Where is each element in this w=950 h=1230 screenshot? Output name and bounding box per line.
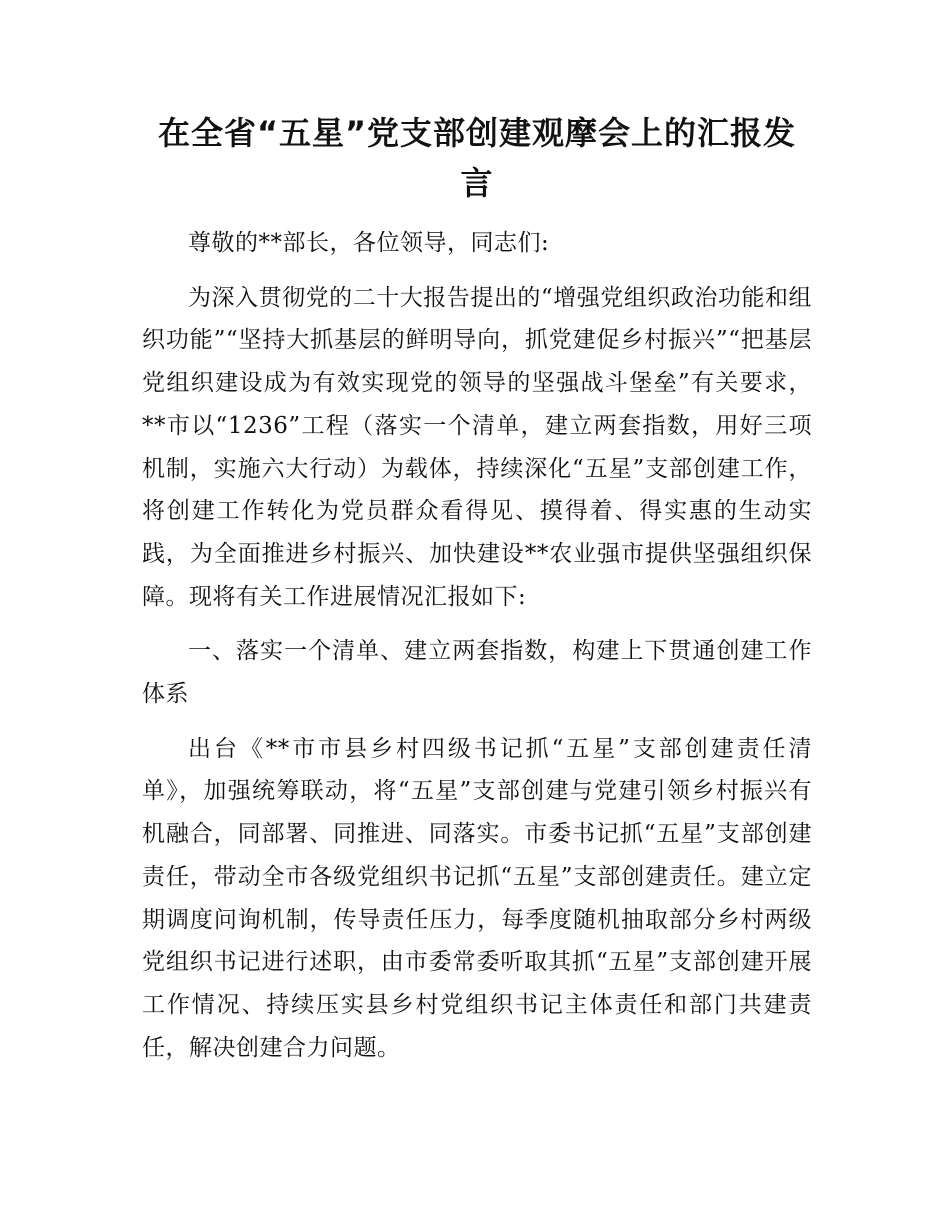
document-page bbox=[142, 108, 812, 1069]
salutation: 尊敬的**部长，各位领导，同志们: bbox=[188, 230, 550, 256]
paragraph-section-1: 出台《**市市县乡村四级书记抓“五星”支部创建责任清单》，加强统筹联动，将“五星”支部创建与党建引领乡村振兴有机融合，同部署、同推进、同落实。市委书记抓“五星”支部创建责任，带动全市各级党组织书记抓“五星”支部创建责任。建立定期调度问询机制，传导责任压力，每季度随机抽取部分乡村两级党组织书记进行述职，由市委常委听取其抓“五星”支部创建开展工作情况、持续压实县乡村党组织书记主体责任和部门共建责任，解决创建合力问题。 bbox=[142, 735, 812, 1061]
paragraph-intro: 为深入贯彻党的二十大报告提出的“增强党组织政治功能和组织功能”“坚持大抓基层的鲜明导向，抓党建促乡村振兴”“把基层党组织建设成为有效实现党的领导的坚强战斗堡垒”有关要求，**市以“1236”工程（落实一个清单，建立两套指数，用好三项机制，实施六大行动）为载体，持续深化“五星”支部创建工作，将创建工作转化为党员群众看得见、摸得着、得实惠的生动实践，为全面推进乡村振兴、加快建设**农业强市提供坚强组织保障。现将有关工作进展情况汇报如下: bbox=[142, 284, 812, 610]
section-heading-1: 一、落实一个清单、建立两套指数，构建上下贯通创建工作体系 bbox=[142, 638, 812, 708]
document-title: 在全省“五星”党支部创建观摩会上的汇报发言 bbox=[157, 114, 797, 202]
